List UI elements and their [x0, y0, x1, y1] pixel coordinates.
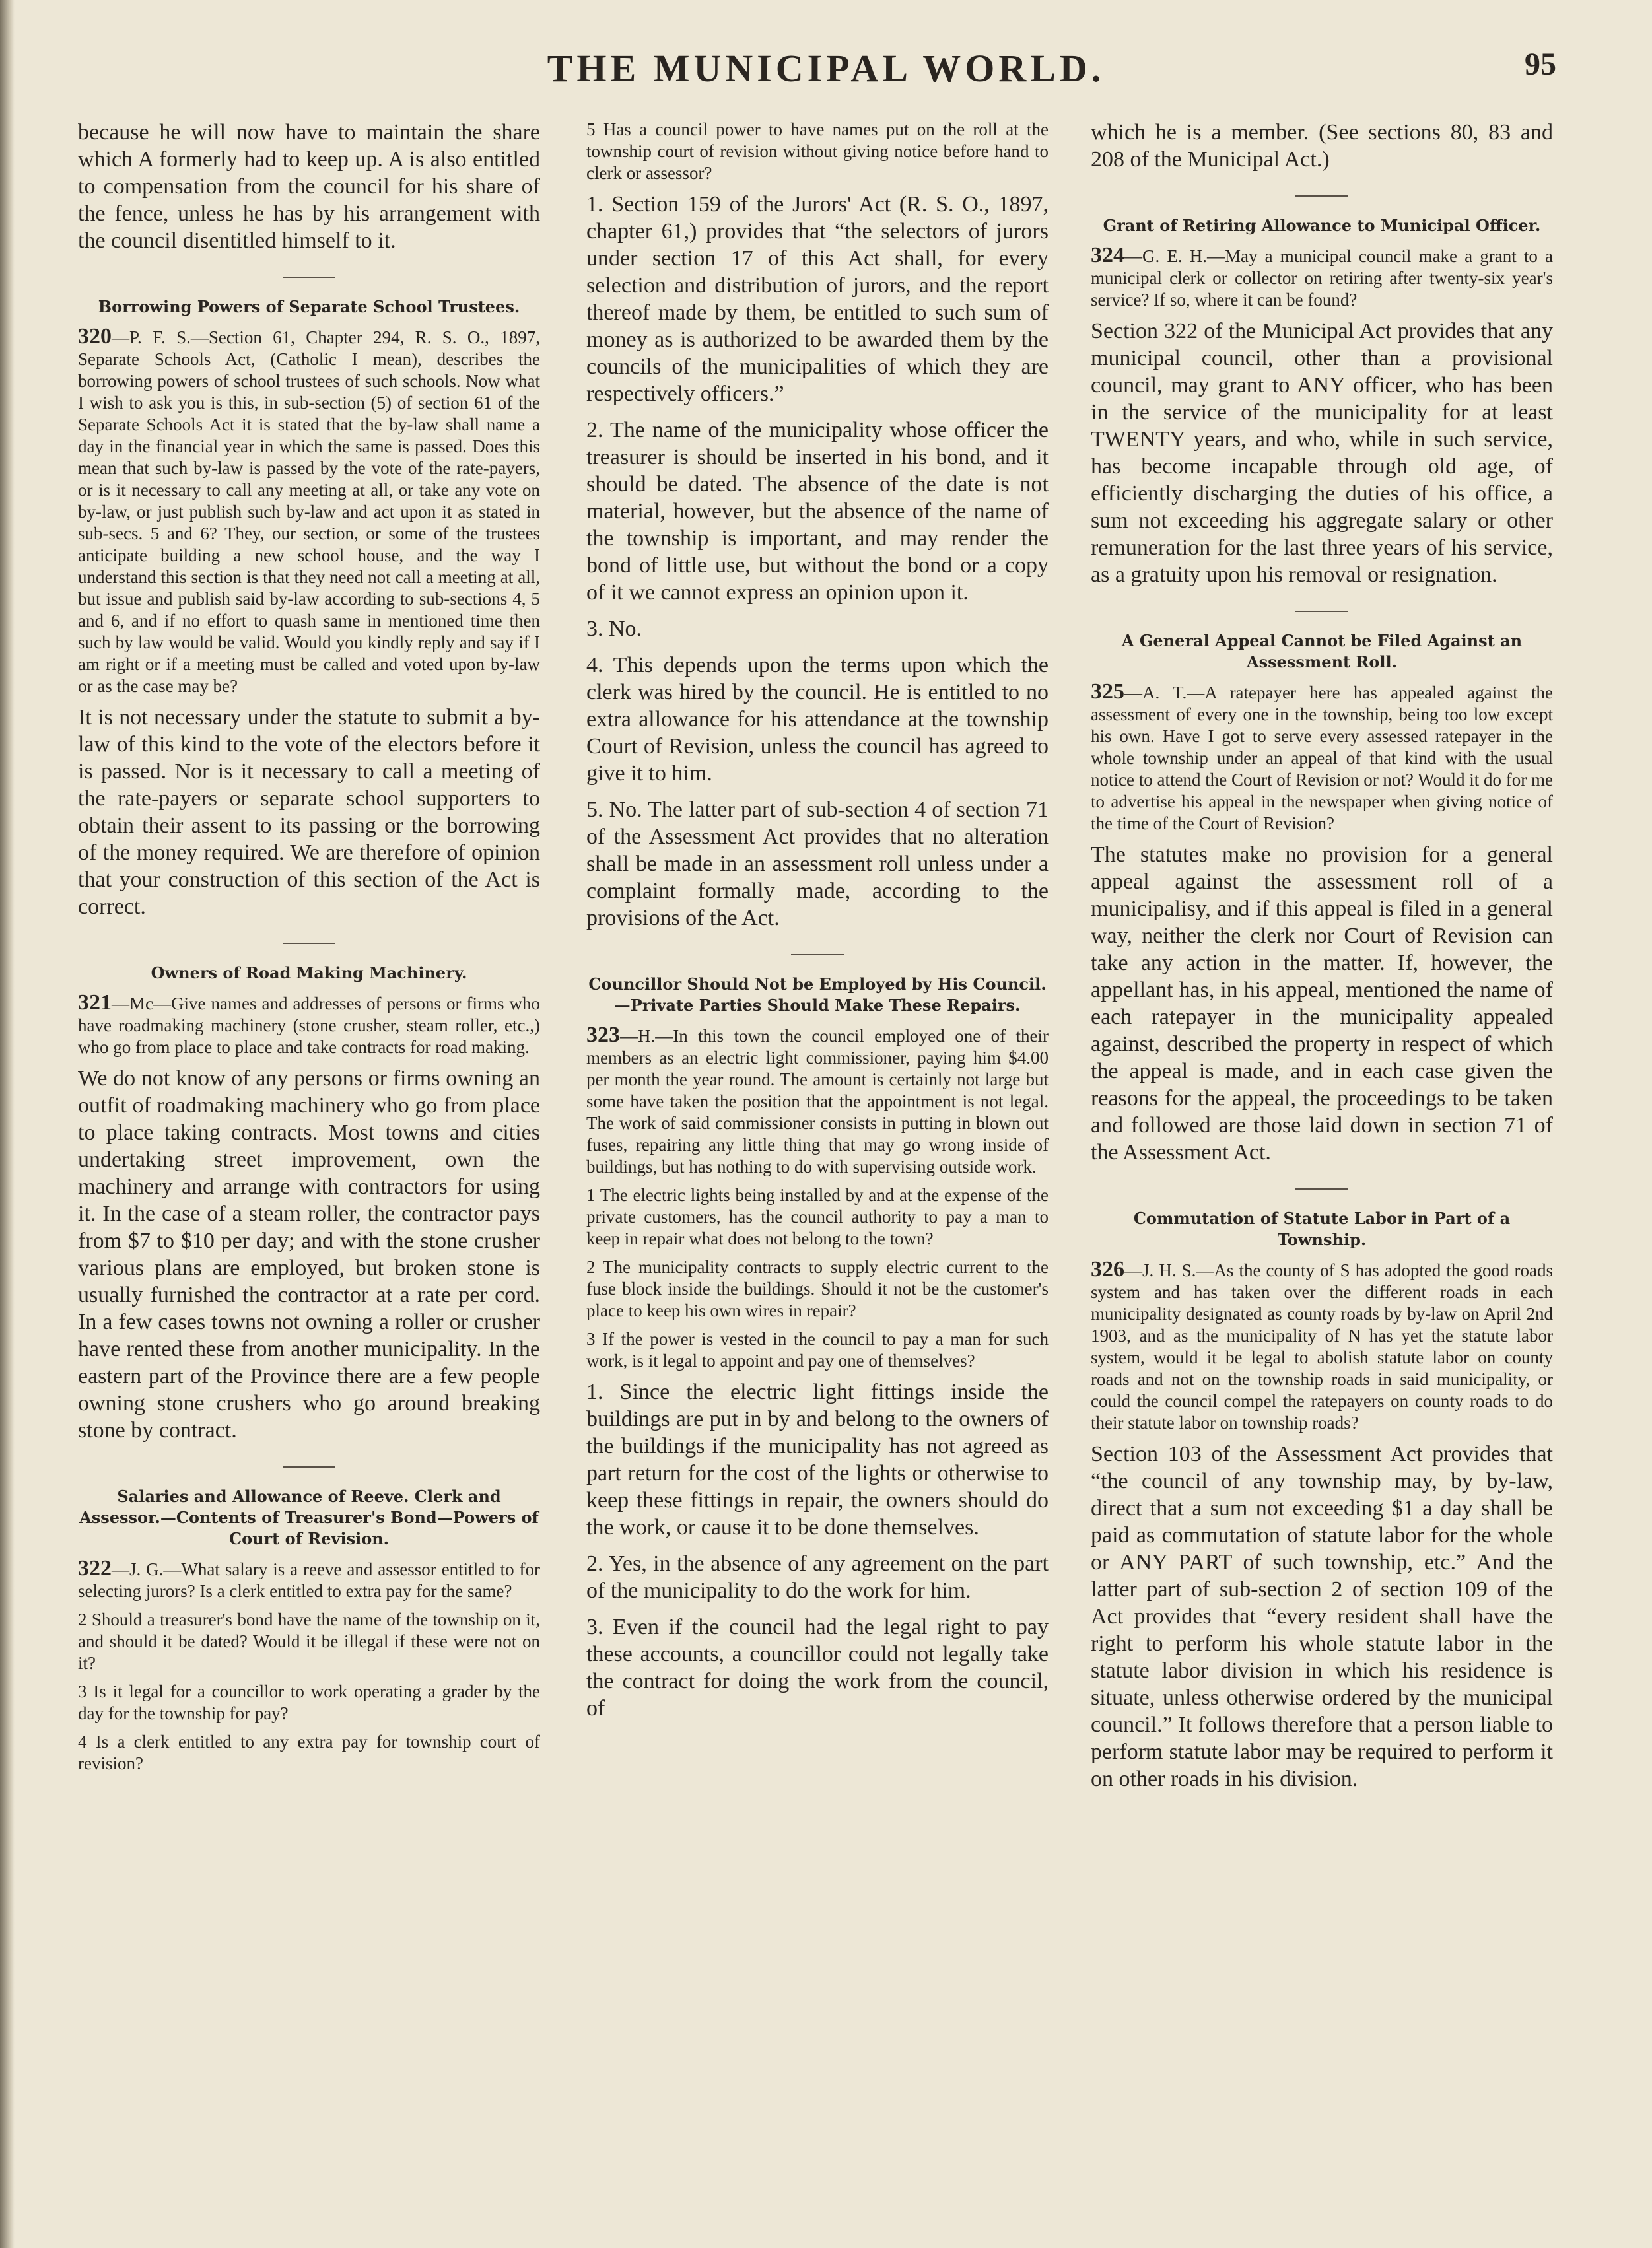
answer: Section 322 of the Municipal Act provides that any municipal council, other than a provisional council, may grant to ANY officer, who has been in the service of the municipality for at least TWENTY years, and who, while in such service, has become incapable through old age, of efficiently discharging the duties of his office, a sum not exceeding his aggregate salary or other remuneration for the last three years of his service, as a gratuity upon his removal or resignation. [1091, 319, 1553, 587]
question: 2 The municipality contracts to supply electric current to the fuse block inside the buildings. Should it not be the customer's place to keep his own wires in repair? [586, 1257, 1049, 1320]
question-number: 326 [1091, 1257, 1124, 1281]
answer: 3. No. [586, 617, 642, 641]
masthead-title: THE MUNICIPAL WORLD. [547, 47, 1105, 90]
paragraph: which he is a member. (See sections 80, 83 and 208 of the Municipal Act.) [1091, 120, 1553, 172]
question-number: 325 [1091, 679, 1124, 704]
divider [1295, 611, 1348, 612]
divider [1295, 1188, 1348, 1190]
answer: 5. No. The latter part of sub-section 4 of section 71 of the Assessment Act provides that no alteration shall be made in an assessment roll unless under a complaint formally made, according to the provisions of the Act. [586, 798, 1049, 930]
section-heading: Grant of Retiring Allowance to Municipal Officer. [1103, 216, 1541, 235]
answer: 1. Since the electric light fittings inside the buildings are put in by and belong to the owners of the buildings if the municipality has not agreed as part return for the cost of the lights or otherwise to keep these fittings in repair, the owners should do the work, or cause it to be done themselves. [586, 1380, 1049, 1540]
divider [1295, 195, 1348, 197]
paragraph: because he will now have to maintain the share which A formerly had to keep up. A is also entitled to compensation from the council for his share of the fence, unless he has by his arrangement with the council disentitled himself to it. [78, 120, 540, 253]
question [78, 325, 540, 697]
answer: 1. Section 159 of the Jurors' Act (R. S. O., 1897, chapter 61,) provides that “the selectors of jurors under section 17 of this Act shall, for every selection and distribution of jurors, and the report thereof made by them, be entitled to such sum of money as is authorized to be awarded them by the councils of the municipalities of which they are respectively officers.” [586, 192, 1049, 406]
answer: 4. This depends upon the terms upon which the clerk was hired by the council. He is entitled to no extra allowance for his attendance at the township Court of Revision, unless the council has agreed to give it to him. [586, 653, 1049, 786]
question: 2 Should a treasurer's bond have the name of the township on it, and should it be dated? Would it be illegal if these were not on it? [78, 1610, 540, 1673]
section-heading: Borrowing Powers of Separate School Trustees. [98, 297, 520, 316]
page-number: 95 [1525, 47, 1556, 82]
answer: The statutes make no provision for a general appeal against the assessment roll of a municipalisy, and if this appeal is filed in a general way, neither the clerk nor Court of Revision can take any action in the matter. If, however, the appellant has, in his appeal, mentioned the name of each ratepayer in the municipality appealed against, described the property in respect of which the appeal is made, and in each case given the reasons for the appeal, the proceedings to be taken and followed are those laid down in section 71 of the Assessment Act. [1091, 842, 1553, 1165]
question-text: —Mc—Give names and addresses of persons or firms who have roadmaking machinery (stone crusher, steam roller, etc.,) who go from place to place and take contracts for road making. [78, 994, 540, 1057]
answer: It is not necessary under the statute to submit a by-law of this kind to the vote of the electors before it is passed. Nor is it necessary to call a meeting of the rate-payers or separate school supporters to obtain their assent to its passing or the borrowing of the money required. We are therefore of opinion that your construction of this section of the Act is correct. [78, 705, 540, 919]
column-2 [586, 119, 1049, 2231]
question: 3 If the power is vested in the council to pay a man for such work, is it legal to appoint and pay one of themselves? [586, 1329, 1049, 1371]
section-heading: Commutation of Statute Labor in Part of a Township. [1133, 1209, 1511, 1249]
question-text: —P. F. S.—Section 61, Chapter 294, R. S. O., 1897, Separate Schools Act, (Catholic I mean), describes the borrowing powers of school trustees of such schools. Now what I wish to ask you is this, in sub-section (5) of section 61 of the Separate Schools Act it is stated that the by-law shall name a day in the financial year in which the same is passed. Does this mean that such by-law is passed by the vote of the rate-payers, or is it necessary to call any meeting at all, or take any vote on by-law, or just publish such by-law and act upon it as stated in sub-secs. 5 and 6? They, our section, or some of the trustees anticipate building a new school house, and the way I understand this section is that they need not call a meeting at all, but issue and publish said by-law according to sub-sections 4, 5 and 6, and if no effort to quash same in mentioned time then such by law would be valid. Would you kindly reply and say if I am right or if a meeting must be called and voted upon by-law or as the case may be? [78, 327, 540, 696]
question-number: 324 [1091, 243, 1124, 267]
question: 3 Is it legal for a councillor to work operating a grader by the day for the township for pay? [78, 1682, 540, 1723]
column-1 [78, 119, 540, 2231]
divider [283, 277, 335, 278]
question [586, 1024, 1049, 1178]
answer: 3. Even if the council had the legal right to pay these accounts, a councillor could not legally take the contract for doing the work from the council, of [586, 1615, 1049, 1720]
question [1091, 681, 1553, 834]
question-number: 320 [78, 324, 112, 349]
answer: 2. Yes, in the absence of any agreement on the part of the municipality to do the work for him. [586, 1551, 1049, 1603]
question: 4 Is a clerk entitled to any extra pay for township court of revision? [78, 1732, 540, 1773]
answer: 2. The name of the municipality whose officer the treasurer is should be inserted in his bond, and it should be dated. The absence of the date is not material, however, but the absence of the name of the township is important, and may render the bond of little use, but without the bond or a copy of it we cannot express an opinion upon it. [586, 418, 1049, 605]
section-heading: Owners of Road Making Machinery. [151, 963, 467, 982]
question [1091, 1258, 1553, 1434]
question: 5 Has a council power to have names put on the roll at the township court of revision without giving notice before hand to clerk or assessor? [586, 119, 1049, 183]
divider [283, 943, 335, 944]
question-text: —J. G.—What salary is a reeve and assessor entitled to for selecting jurors? Is a clerk entitled to extra pay for the same? [78, 1559, 540, 1601]
section-heading: Salaries and Allowance of Reeve. Clerk and Assessor.—Contents of Treasurer's Bond—Powers of Court of Revision. [79, 1487, 539, 1548]
question [1091, 244, 1553, 311]
section-heading: A General Appeal Cannot be Filed Against an Assessment Roll. [1121, 631, 1523, 671]
question-number: 322 [78, 1556, 112, 1581]
question-text: —H.—In this town the council employed one of their members as an electric light commissioner, paying him $4.00 per month the year round. The amount is certainly not large but some have taken the position that the appointment is not legal. The work of said commissioner consists in putting in blown out fuses, repairing any little thing that may go wrong inside of buildings, but has nothing to do with supervising outside work. [586, 1026, 1049, 1176]
question-number: 323 [586, 1023, 620, 1047]
divider [283, 1466, 335, 1468]
question-text: —J. H. S.—As the county of S has adopted the good roads system and has taken over the different roads in each municipality designated as county roads by by-law on April 2nd 1903, and as the municipality of N has yet the statute labor system, would it be legal to abolish statute labor on county roads and not on the township roads in said municipality, or could the council compel the ratepayers on county roads to do their statute labor on township roads? [1091, 1260, 1553, 1433]
question: 1 The electric lights being installed by and at the expense of the private customers, has the council authority to pay a man to keep in repair what does not belong to the town? [586, 1185, 1049, 1248]
answer: We do not know of any persons or firms owning an outfit of roadmaking machinery who go from place to place taking contracts. Most towns and cities undertaking street improvement, own the machinery and arrange with contractors for using it. In the case of a steam roller, the contractor pays from $7 to $10 per day; and with the stone crusher various plans are employed, but broken stone is usually furnished the contractor at a rate per cord. In a few cases towns not owning a roller or crusher have rented these from another municipality. In the eastern part of the Province there are a few people owning stone crushers who go around breaking stone by contract. [78, 1066, 540, 1443]
answer: Section 103 of the Assessment Act provides that “the council of any township may, by by-law, direct that a sum not exceeding $1 a day shall be paid as commutation of statute labor for the whole or ANY PART of such township, etc.” And the latter part of sub-section 2 of section 109 of the Act provides that “every resident shall have the right to perform his whole statute labor in the statute labor division in which his residence is situate, unless otherwise ordered by the municipal council.” It follows therefore that a person liable to perform statute labor may be required to perform it on other roads in his division. [1091, 1442, 1553, 1791]
section-heading: Councillor Should Not be Employed by His Council.—Private Parties Should Make These Repairs. [588, 974, 1047, 1015]
question [78, 992, 540, 1058]
question-number: 321 [78, 990, 112, 1015]
binding-shadow [0, 0, 15, 2248]
question [78, 1557, 540, 1602]
question-text: —A. T.—A ratepayer here has appealed against the assessment of every one in the township, being too low except his own. Have I got to serve every assessed ratepayer in the whole township under an appeal of that kind with the usual notice to attend the Court of Revision or not? Would it do for me to advertise his appeal in the newspaper when giving notice of the time of the Court of Revision? [1091, 683, 1553, 833]
divider [791, 954, 844, 955]
column-3 [1091, 119, 1553, 2231]
question-text: —G. E. H.—May a municipal council make a grant to a municipal clerk or collector on retiring after twenty-six year's service? If so, where it can be found? [1091, 246, 1553, 310]
